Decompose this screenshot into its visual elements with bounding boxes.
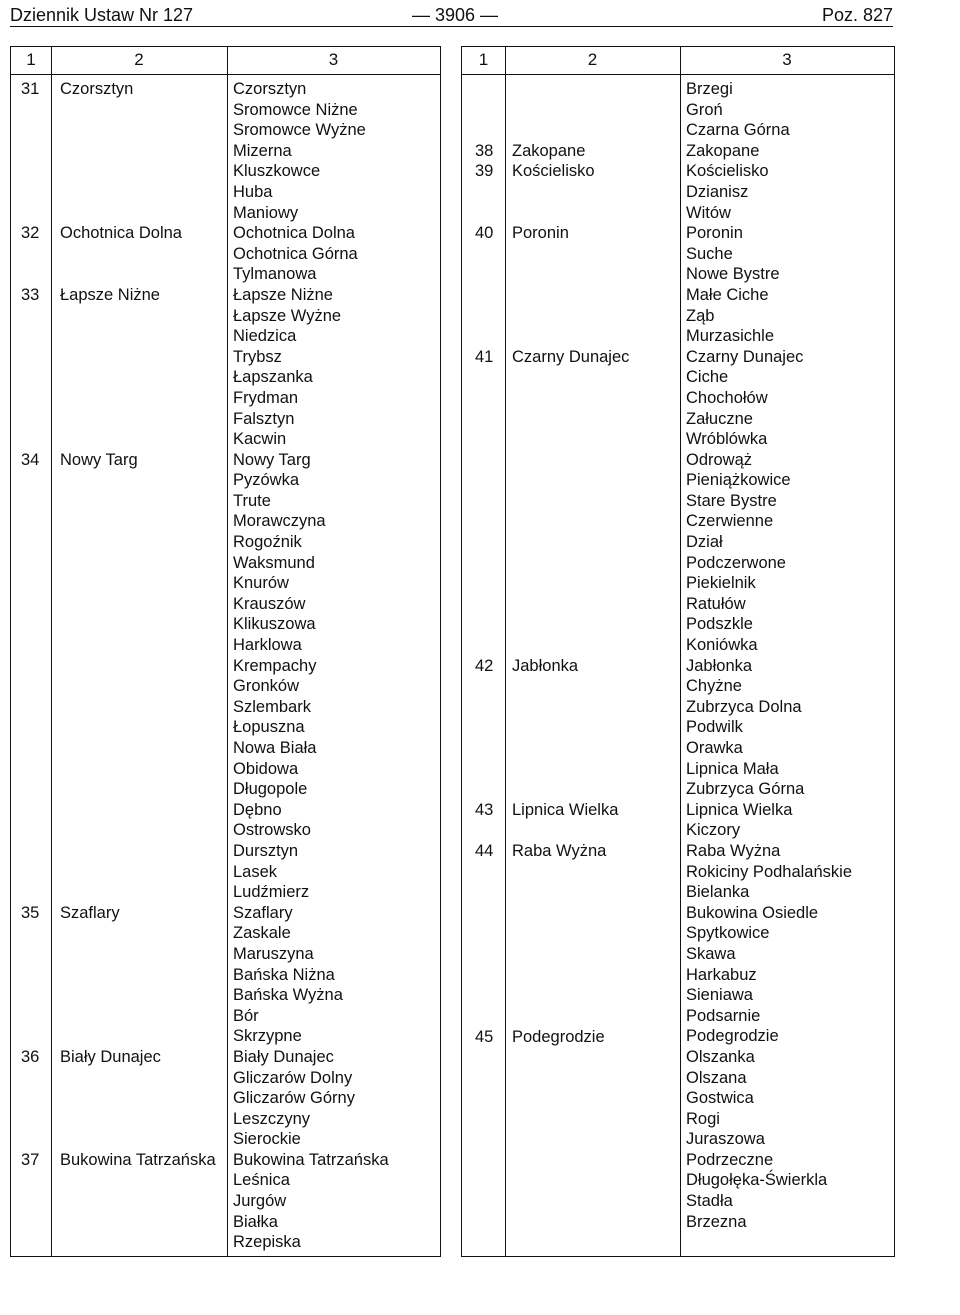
place-name: Witów: [686, 203, 731, 222]
place-name: Skrzypne: [233, 1027, 302, 1046]
place-name: Suche: [686, 244, 733, 263]
place-name: Sieniawa: [686, 986, 753, 1005]
place-name: Pyzówka: [233, 471, 300, 490]
place-name: Trybsz: [233, 347, 282, 366]
place-name: Bór: [233, 1006, 259, 1025]
place-name: Czerwienne: [686, 512, 774, 531]
place-name: Nowa Biała: [233, 739, 317, 757]
row-number: 32: [21, 224, 40, 243]
place-name: Waksmund: [233, 553, 315, 572]
place-name: Kluszkowce: [233, 162, 321, 181]
right-table-header: [462, 47, 894, 75]
place-name: Białka: [233, 1212, 278, 1231]
row-number: 35: [21, 904, 40, 922]
place-name: Szlembark: [233, 697, 311, 716]
place-name: Skawa: [686, 944, 736, 963]
place-name: Ludźmierz: [233, 883, 310, 902]
place-name: Mizerna: [233, 141, 292, 160]
place-name: Stare Bystre: [686, 491, 777, 510]
place-name: Załuczne: [686, 409, 753, 428]
position-number: Poz. 827: [821, 5, 893, 25]
place-name: Jabłonka: [686, 656, 753, 675]
right-places-list: [686, 79, 852, 1232]
place-name: Frydman: [233, 388, 299, 407]
place-name: Małe Ciche: [686, 285, 769, 304]
place-name: Łopuszna: [233, 718, 305, 737]
row-number: 31: [21, 80, 40, 98]
place-name: Spytkowice: [686, 924, 770, 943]
place-name: Bielanka: [686, 883, 750, 902]
gmina-name: Poronin: [512, 224, 569, 243]
place-name: Krauszów: [233, 594, 306, 613]
gmina-name: Bukowina Tatrzańska: [60, 1151, 216, 1170]
place-name: Bańska Wyżna: [233, 986, 343, 1005]
place-name: Czarna Górna: [686, 121, 790, 140]
row-number: 40: [475, 224, 494, 243]
place-name: Piekielnik: [686, 574, 756, 593]
place-name: Olszanka: [686, 1047, 755, 1066]
column-divider: [505, 47, 506, 1256]
row-number: 43: [475, 801, 494, 819]
place-name: Zakopane: [686, 141, 760, 160]
column-divider: [680, 47, 681, 1256]
place-name: Chyżne: [686, 677, 742, 696]
place-name: Chochołów: [686, 388, 768, 407]
place-name: Łapsze Wyżne: [233, 306, 342, 325]
place-name: Gostwica: [686, 1089, 754, 1108]
place-name: Szaflary: [233, 903, 293, 922]
place-name: Krempachy: [233, 656, 317, 675]
place-name: Niedzica: [233, 327, 297, 346]
place-name: Gliczarów Górny: [233, 1089, 355, 1108]
page-header: [10, 4, 893, 27]
place-name: Ostrowsko: [233, 821, 311, 840]
place-name: Lipnica Wielka: [686, 800, 793, 819]
place-name: Kacwin: [233, 430, 287, 449]
row-number: 45: [475, 1027, 494, 1046]
place-name: Sromowce Wyżne: [233, 121, 366, 140]
place-name: Leszczyny: [233, 1109, 311, 1128]
left-places-list: [233, 79, 389, 1253]
place-name: Harkabuz: [686, 965, 757, 984]
place-name: Wróblówka: [686, 430, 768, 449]
row-number: 39: [475, 162, 494, 181]
place-name: Podsarnie: [686, 1006, 761, 1025]
place-name: Bukowina Osiedle: [686, 903, 819, 922]
place-name: Orawka: [686, 739, 743, 757]
place-name: Biały Dunajec: [233, 1047, 334, 1066]
column-header-2: 2: [587, 50, 598, 69]
place-name: Maruszyna: [233, 944, 314, 963]
page-number: — 3906 —: [412, 5, 499, 25]
column-divider: [51, 47, 52, 1256]
place-name: Nowe Bystre: [686, 265, 780, 284]
row-number: 44: [475, 842, 494, 861]
row-number: 38: [475, 141, 494, 160]
place-name: Zubrzyca Górna: [686, 780, 805, 799]
gmina-name: Kościelisko: [512, 162, 595, 181]
place-name: Podrzeczne: [686, 1150, 774, 1169]
place-name: Murzasichle: [686, 327, 775, 346]
place-name: Rokiciny Podhalańskie: [686, 862, 853, 881]
place-name: Kiczory: [686, 821, 741, 840]
place-name: Brzegi: [686, 80, 733, 98]
gmina-name: Jabłonka: [512, 656, 579, 675]
place-name: Lasek: [233, 862, 278, 881]
gmina-name: Czarny Dunajec: [512, 347, 630, 366]
place-name: Gronków: [233, 677, 300, 696]
right-table: [461, 46, 895, 1257]
gmina-name: Czorsztyn: [60, 80, 134, 98]
place-name: Bańska Niżna: [233, 965, 335, 984]
place-name: Dursztyn: [233, 841, 299, 860]
place-name: Podczerwone: [686, 553, 786, 572]
place-name: Huba: [233, 182, 273, 201]
place-name: Jurgów: [233, 1192, 287, 1211]
place-name: Podszkle: [686, 615, 753, 634]
place-name: Ochotnica Dolna: [233, 224, 355, 243]
place-name: Rogi: [686, 1109, 720, 1128]
left-table-header: [11, 47, 440, 75]
column-header-3: 3: [328, 50, 339, 69]
place-name: Falsztyn: [233, 409, 295, 428]
place-name: Sierockie: [233, 1130, 301, 1149]
gmina-name: Szaflary: [60, 904, 120, 922]
place-name: Raba Wyżna: [686, 841, 781, 860]
place-name: Klikuszowa: [233, 615, 316, 634]
place-name: Podwilk: [686, 718, 743, 737]
place-name: Knurów: [233, 574, 289, 593]
row-number: 36: [21, 1048, 40, 1067]
place-name: Trute: [233, 491, 271, 510]
place-name: Stadła: [686, 1192, 733, 1211]
place-name: Bukowina Tatrzańska: [233, 1150, 389, 1169]
place-name: Maniowy: [233, 203, 299, 222]
place-name: Groń: [686, 100, 723, 119]
left-table: [10, 46, 441, 1257]
place-name: Morawczyna: [233, 512, 326, 531]
row-number: 37: [21, 1151, 40, 1170]
place-name: Rzepiska: [233, 1233, 301, 1252]
row-number: 33: [21, 286, 40, 304]
place-name: Ząb: [686, 306, 715, 325]
column-divider: [227, 47, 228, 1256]
gmina-name: Raba Wyżna: [512, 842, 607, 861]
place-name: Harklowa: [233, 636, 302, 655]
place-name: Poronin: [686, 224, 743, 243]
gmina-name: Biały Dunajec: [60, 1048, 161, 1067]
column-header-1: 1: [26, 50, 36, 69]
place-name: Juraszowa: [686, 1130, 765, 1149]
gmina-name: Zakopane: [512, 141, 586, 160]
place-name: Dębno: [233, 800, 282, 819]
place-name: Olszana: [686, 1068, 747, 1087]
place-name: Odrowąż: [686, 450, 753, 469]
place-name: Rogoźnik: [233, 533, 302, 552]
place-name: Łapsze Niżne: [233, 285, 333, 304]
row-number: 34: [21, 450, 40, 469]
place-name: Dział: [686, 533, 723, 552]
place-name: Czorsztyn: [233, 80, 307, 98]
journal-title: Dziennik Ustaw Nr 127: [10, 5, 194, 25]
column-header-2: 2: [134, 50, 144, 69]
place-name: Ratułów: [686, 594, 746, 613]
place-name: Ochotnica Górna: [233, 244, 358, 263]
place-name: Czarny Dunajec: [686, 347, 804, 366]
place-name: Sromowce Niżne: [233, 100, 358, 119]
place-name: Długołęka-Świerkla: [686, 1171, 828, 1190]
place-name: Łapszanka: [233, 368, 313, 387]
place-name: Leśnica: [233, 1171, 290, 1190]
place-name: Długopole: [233, 780, 308, 799]
place-name: Obidowa: [233, 759, 299, 778]
place-name: Podegrodzie: [686, 1027, 779, 1046]
gmina-name: Łapsze Niżne: [60, 286, 160, 304]
row-number: 41: [475, 347, 494, 366]
place-name: Zaskale: [233, 924, 291, 943]
place-name: Dzianisz: [686, 182, 749, 201]
place-name: Tylmanowa: [233, 265, 317, 284]
place-name: Koniówka: [686, 636, 758, 655]
gmina-name: Lipnica Wielka: [512, 801, 619, 819]
row-number: 42: [475, 656, 494, 675]
place-name: Nowy Targ: [233, 450, 311, 469]
place-name: Gliczarów Dolny: [233, 1068, 353, 1087]
gmina-name: Nowy Targ: [60, 450, 138, 469]
place-name: Brzezna: [686, 1212, 747, 1231]
place-name: Ciche: [686, 368, 729, 387]
column-header-3: 3: [782, 50, 792, 69]
column-header-1: 1: [478, 50, 489, 69]
place-name: Lipnica Mała: [686, 759, 779, 778]
place-name: Kościelisko: [686, 162, 769, 181]
place-name: Zubrzyca Dolna: [686, 697, 802, 716]
gmina-name: Ochotnica Dolna: [60, 224, 182, 243]
place-name: Pieniążkowice: [686, 471, 791, 490]
gmina-name: Podegrodzie: [512, 1027, 605, 1046]
